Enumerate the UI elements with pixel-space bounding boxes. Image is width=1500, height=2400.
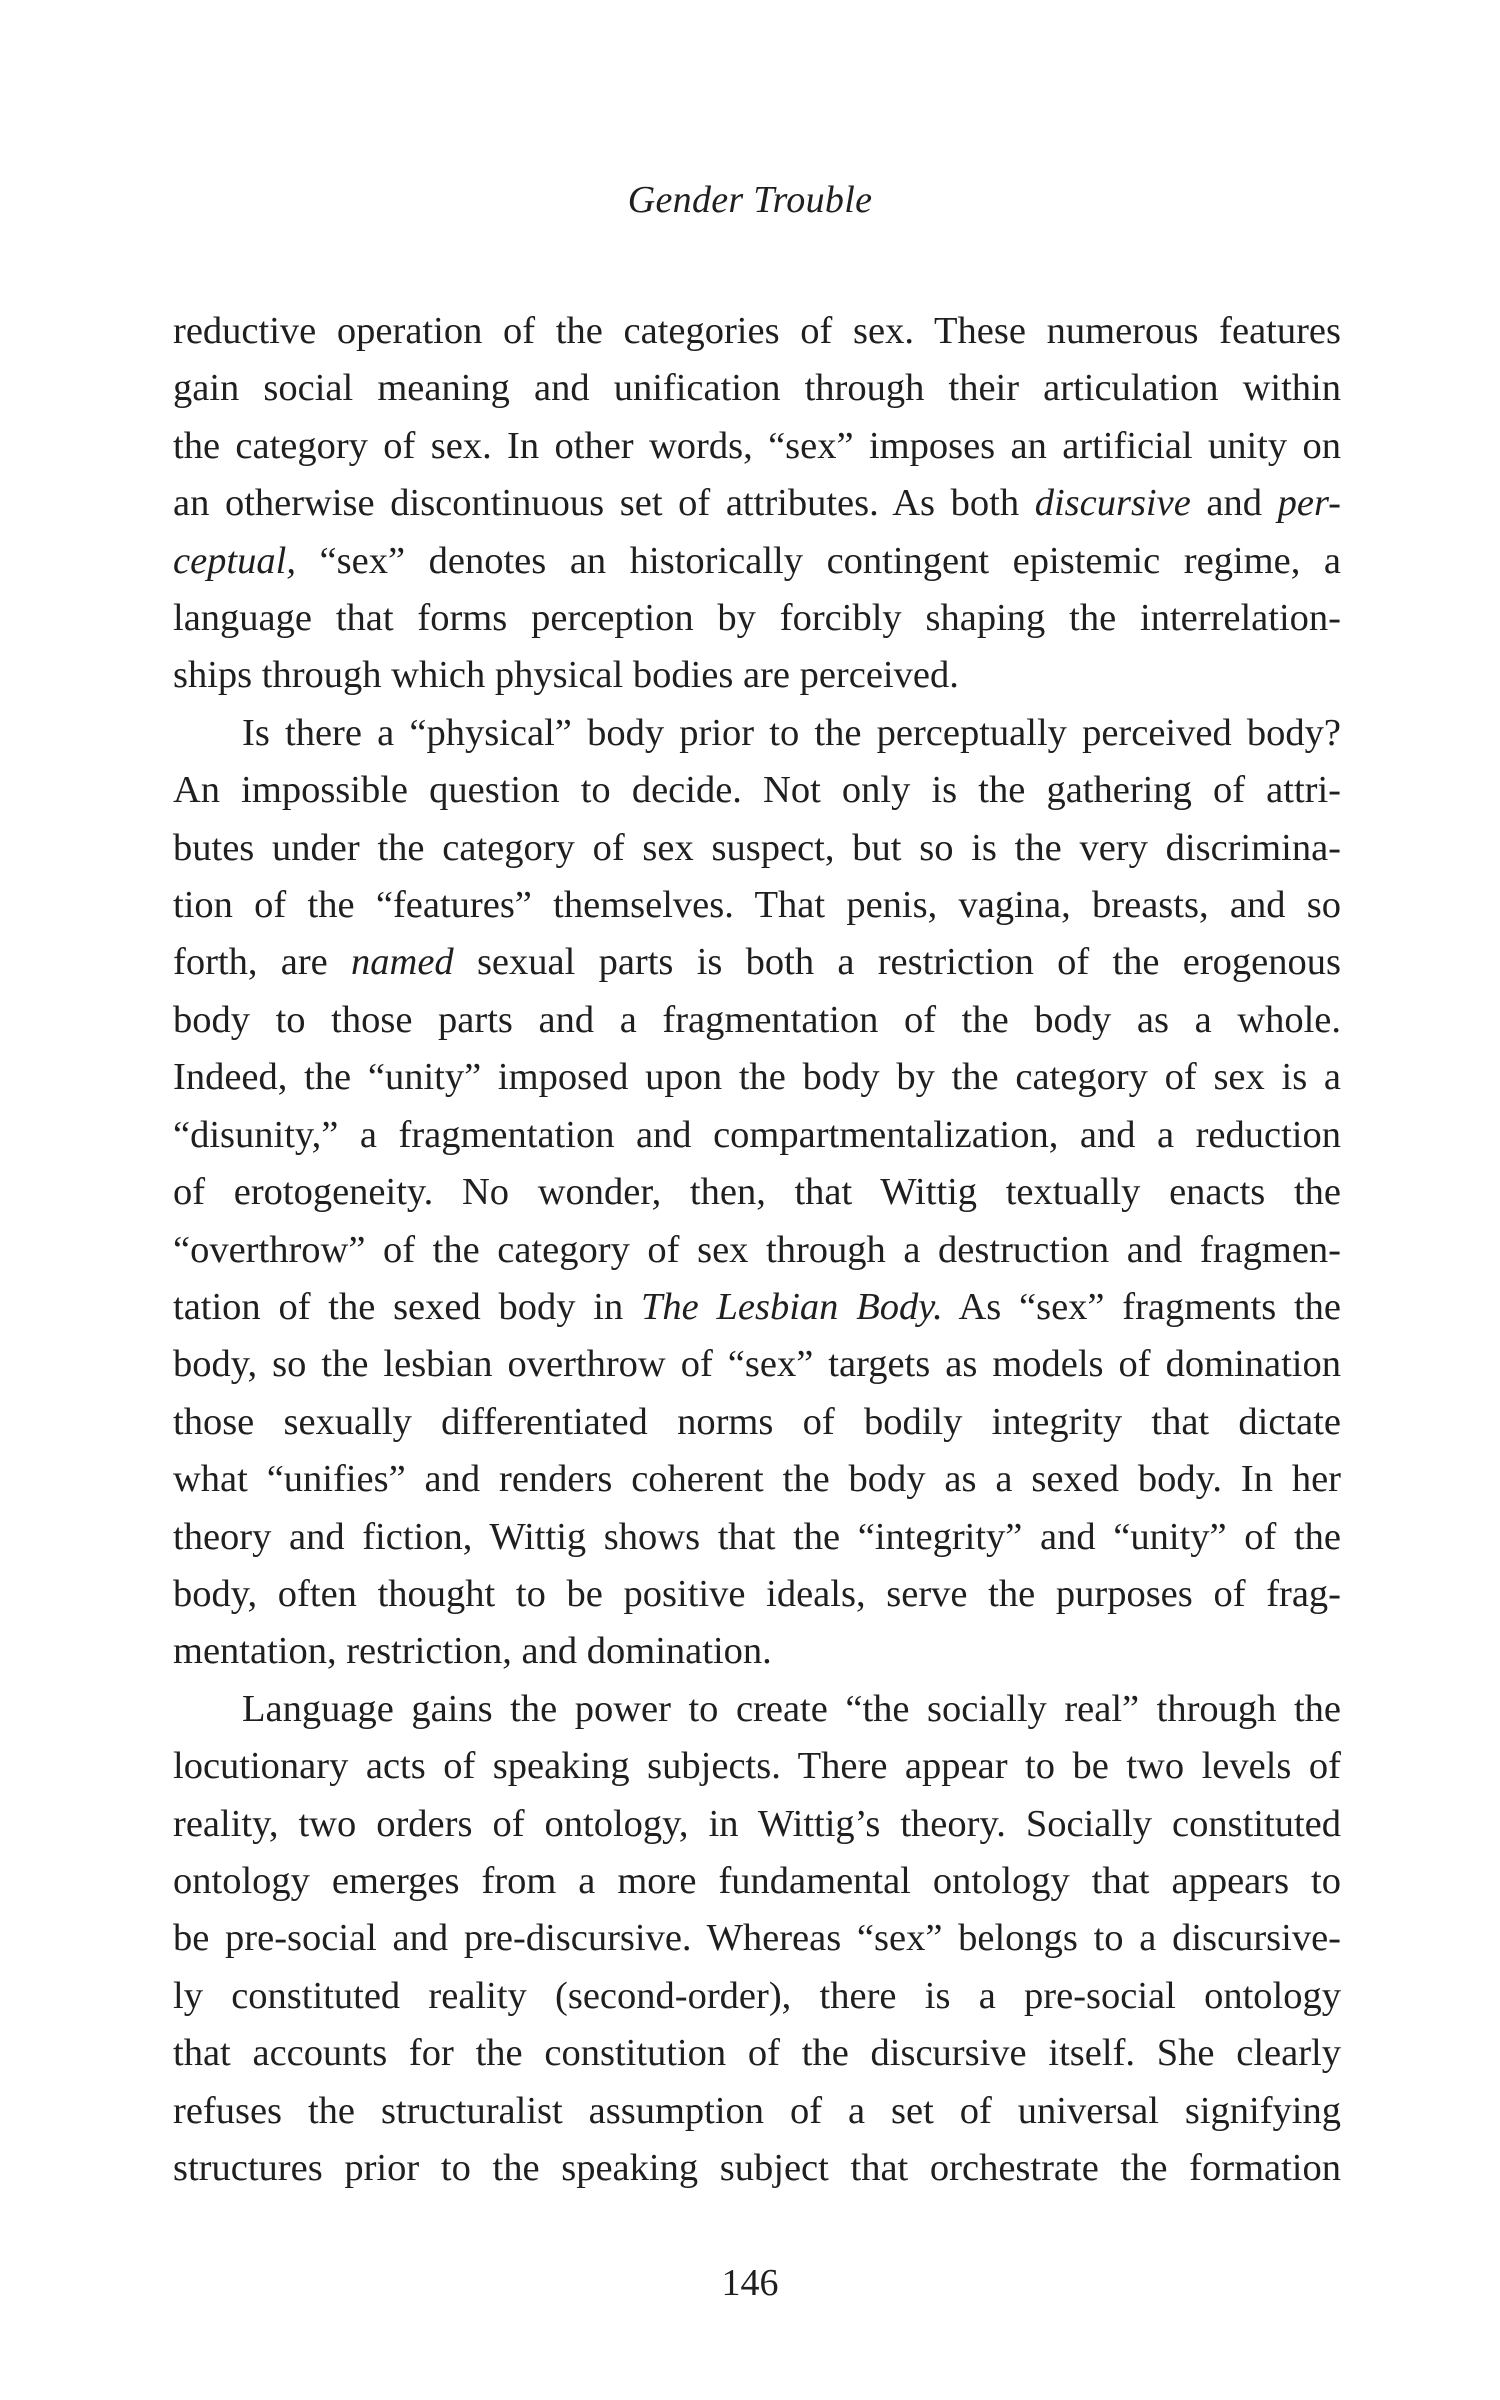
text-line: Indeed, the “unity” imposed upon the body by the category of sex is a: [173, 1056, 1341, 1099]
text-line: mentation, restriction, and domination.: [173, 1630, 772, 1673]
text-line: ontology emerges from a more fundamental ontology that appears to: [173, 1859, 1341, 1902]
text-line: Is there a “physical” body prior to the perceptually perceived body?: [242, 711, 1341, 754]
text-line: ships through which physical bodies are perceived.: [173, 654, 959, 697]
text-line: reality, two orders of ontology, in Wittig’s theory. Socially constituted: [173, 1802, 1341, 1845]
text-line: ly constituted reality (second-order), there is a pre-social ontology: [173, 1974, 1341, 2017]
text-line: be pre-social and pre-discursive. Whereas “sex” belongs to a discursive-: [173, 1917, 1341, 1960]
text-line: that accounts for the constitution of the discursive itself. She clearly: [173, 2032, 1341, 2075]
text-line: gain social meaning and unification through their articulation within: [173, 367, 1341, 410]
text-line: what “unifies” and renders coherent the body as a sexed body. In her: [173, 1458, 1341, 1501]
italic-phrase: per-: [1277, 482, 1341, 525]
italic-phrase: named: [351, 941, 454, 984]
text-line: theory and fiction, Wittig shows that the “integrity” and “unity” of the: [173, 1515, 1341, 1558]
text-line: “overthrow” of the category of sex through a destruction and fragmen-: [173, 1228, 1341, 1271]
text-line: forth, are named sexual parts is both a restriction of the erogenous: [173, 941, 1341, 984]
text-line: body, so the lesbian overthrow of “sex” targets as models of domination: [173, 1343, 1341, 1386]
text-line: “disunity,” a fragmentation and compartmentalization, and a reduction: [173, 1113, 1341, 1156]
text-line: Language gains the power to create “the socially real” through the: [242, 1687, 1341, 1730]
text-line: ceptual, “sex” denotes an historically contingent epistemic regime, a: [173, 539, 1341, 582]
italic-phrase: discursive: [1034, 482, 1191, 525]
paragraph: [173, 705, 1341, 1681]
text-line: language that forms perception by forcibly shaping the interrelation-: [173, 597, 1341, 640]
text-line: tation of the sexed body in The Lesbian Body. As “sex” fragments the: [173, 1285, 1342, 1328]
text-line: body to those parts and a fragmentation of the body as a whole.: [173, 998, 1341, 1041]
page-number: 146: [721, 2262, 779, 2304]
italic-phrase: The Lesbian Body.: [640, 1285, 943, 1328]
text-line: an otherwise discontinuous set of attributes. As both discursive and per-: [173, 482, 1341, 525]
text-line: those sexually differentiated norms of bodily integrity that dictate: [173, 1400, 1341, 1443]
text-line: of erotogeneity. No wonder, then, that Wittig textually enacts the: [173, 1171, 1341, 1214]
text-line: body, often thought to be positive ideals, serve the purposes of frag-: [173, 1572, 1341, 1615]
text-line: An impossible question to decide. Not only is the gathering of attri-: [173, 769, 1341, 812]
paragraph: [173, 1681, 1341, 2198]
italic-phrase: ceptual,: [173, 539, 296, 582]
running-head: Gender Trouble: [627, 179, 873, 221]
paragraph: [173, 303, 1341, 705]
text-line: the category of sex. In other words, “sex” imposes an artificial unity on: [173, 424, 1341, 467]
text-line: tion of the “features” themselves. That penis, vagina, breasts, and so: [173, 884, 1341, 927]
text-line: refuses the structuralist assumption of a set of universal signifying: [173, 2089, 1341, 2132]
text-line: locutionary acts of speaking subjects. There appear to be two levels of: [173, 1745, 1341, 1788]
text-line: reductive operation of the categories of sex. These numerous features: [173, 310, 1341, 352]
text-line: butes under the category of sex suspect, but so is the very discrimina-: [173, 826, 1341, 869]
text-line: structures prior to the speaking subject that orchestrate the formation: [173, 2147, 1341, 2189]
body-text: [173, 303, 1341, 2197]
